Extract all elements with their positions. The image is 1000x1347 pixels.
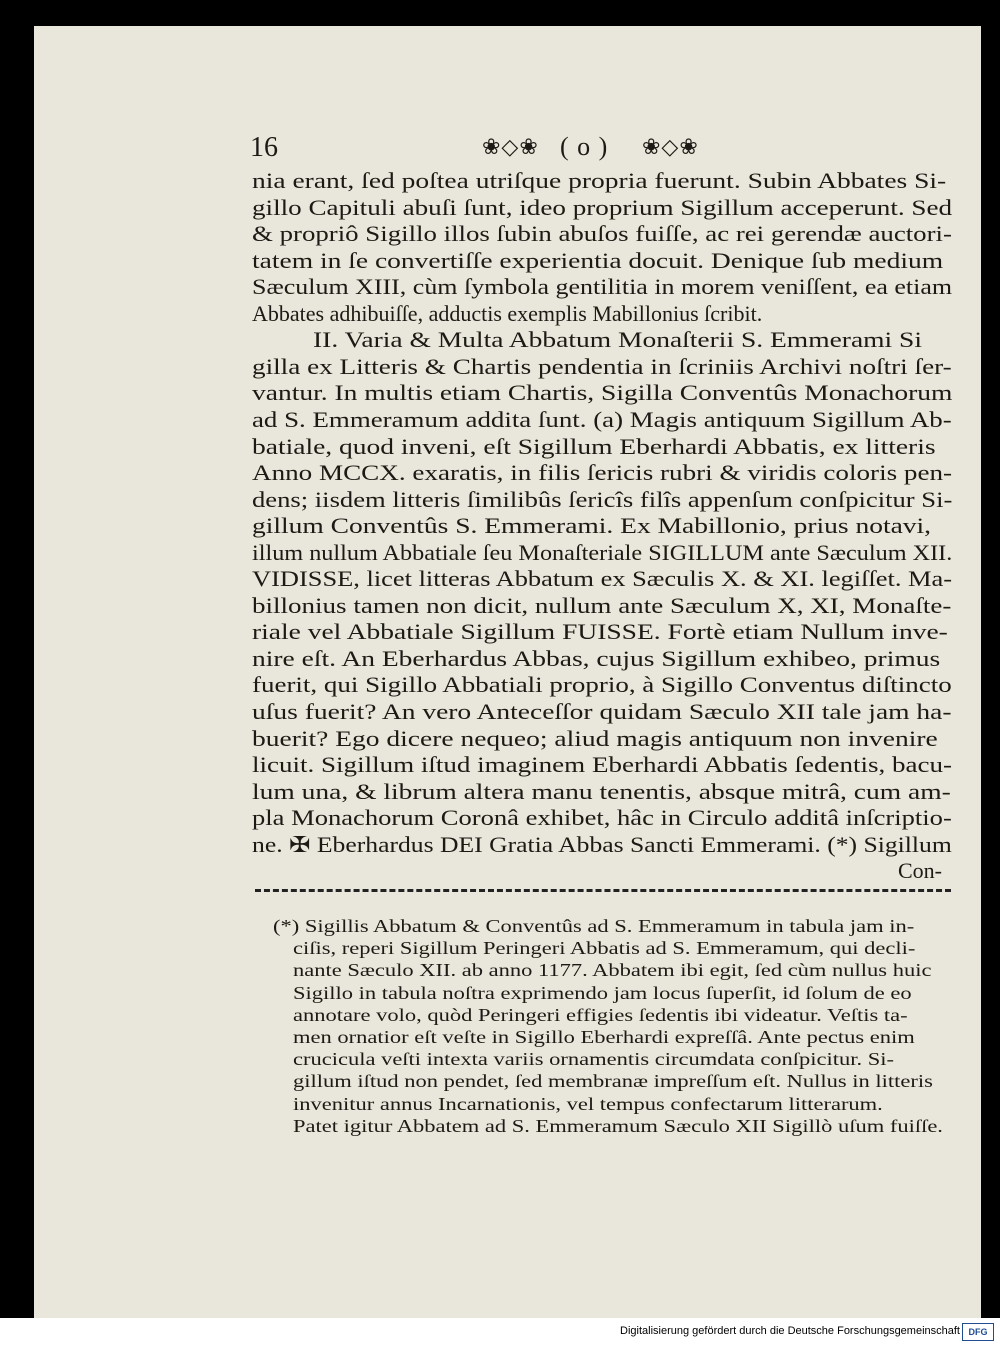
- footnote-rule: [255, 889, 951, 892]
- body-line: uſus fuerit? An vero Anteceſſor quidam Sæculo XII tale jam ha-: [252, 699, 952, 724]
- digitization-credit: Digitalisierung gefördert durch die Deutsche Forschungsgemeinschaft: [620, 1325, 960, 1337]
- body-line: Anno MCCX. exaratis, in filis ſericis rubri & viridis coloris pen-: [252, 460, 953, 486]
- body-line: & propriô Sigillo illos ſubin abuſos fuiſſe, ac rei gerendæ auctori-: [252, 221, 952, 247]
- body-line: billonius tamen non dicit, nullum ante Sæculum X, XI, Monaſte-: [252, 592, 952, 618]
- footnote-line: (*) Sigillis Abbatum & Conventûs ad S. Emmeramum in tabula jam in-: [273, 916, 915, 936]
- body-line: dens; iisdem litteris ſimilibûs ſericîs filîs appenſum conſpicitur Si-: [252, 486, 953, 512]
- body-line: ad S. Emmeramum addita ſunt. (a) Magis antiquum Sigillum Ab-: [252, 406, 952, 432]
- header-center-mark: ( o ): [560, 132, 609, 161]
- ornament-right: ❀◇❀: [642, 134, 699, 159]
- digitization-footer: [0, 1318, 1000, 1347]
- running-header: [250, 132, 955, 168]
- footnote-line: Sigillo in tabula noſtra exprimendo jam locus ſuperſit, id ſolum de eo: [293, 982, 912, 1003]
- body-line: illum nullum Abbatiale ſeu Monaſteriale SIGILLUM ante Sæculum XII.: [252, 539, 953, 565]
- dfg-logo: DFG: [962, 1323, 994, 1341]
- footnote-line: crucicula veſti intexta variis ornamentis circumdata conſpicitur. Si-: [293, 1049, 895, 1070]
- footnote-line: Patet igitur Abbatem ad S. Emmeramum Sæculo XII Sigillò uſum fuiſſe.: [293, 1115, 943, 1136]
- body-line: tatem in ſe convertiſſe experientia docuit. Denique ſub medium: [252, 247, 944, 273]
- body-line: gilla ex Litteris & Chartis pendentia in ſcriniis Archivi noſtri ſer-: [252, 353, 952, 379]
- page-number: 16: [250, 132, 278, 163]
- body-line: gillo Capituli abuſi ſunt, ideo proprium Sigillum acceperunt. Sed: [252, 194, 953, 220]
- body-line: ne. ✠ Eberhardus DEI Gratia Abbas Sancti Emmerami. (*) Sigillum: [252, 831, 952, 857]
- body-line: nia erant, ſed poſtea utriſque propria fuerunt. Subin Abbates Si-: [252, 168, 947, 193]
- body-line: pla Monachorum Coronâ exhibet, hâc in Circulo additâ inſcriptio-: [252, 805, 952, 831]
- body-line: lum una, & librum altera manu tenentis, absque mitrâ, cum am-: [252, 778, 951, 804]
- body-line: fuerit, qui Sigillo Abbatiali proprio, à Sigillo Conventus diſtincto: [252, 672, 952, 698]
- body-line: Sæculum XIII, cùm ſymbola gentilitia in morem veniſſent, ea etiam: [252, 274, 953, 300]
- body-line: II. Varia & Multa Abbatum Monaſterii S. Emmerami Si: [313, 327, 923, 353]
- ornament-left: ❀◇❀: [482, 134, 539, 159]
- body-line: vantur. In multis etiam Chartis, Sigilla Conventûs Monachorum: [252, 380, 953, 406]
- body-line: Abbates adhibuiſſe, adductis exemplis Mabillonius ſcribit.: [252, 300, 763, 326]
- footnote-line: ciſis, reperi Sigillum Peringeri Abbatis ad S. Emmeramum, qui decli-: [293, 938, 916, 959]
- footnote-line: gillum iſtud non pendet, ſed membranæ impreſſum eſt. Nullus in litteris: [293, 1071, 933, 1092]
- footnote-line: nante Sæculo XII. ab anno 1177. Abbatem ibi egit, ſed cùm nullus huic: [293, 960, 932, 981]
- footnote-line: annotare volo, quòd Peringeri effigies ſedentis ibi videatur. Veſtis ta-: [293, 1004, 908, 1025]
- body-line: nire eſt. An Eberhardus Abbas, cujus Sigillum exhibeo, primus: [252, 645, 941, 671]
- body-line: buerit? Ego dicere nequeo; aliud magis antiquum non invenire: [252, 725, 938, 751]
- footnote-line: men ornatior eſt veſte in Sigillo Eberhardi expreſſâ. Ante pectus enim: [293, 1027, 915, 1047]
- body-line: VIDISSE, licet litteras Abbatum ex Sæculis X. & XI. legiſſet. Ma-: [252, 566, 953, 592]
- footnote-line: invenitur annus Incarnationis, vel tempus confectarum litterarum.: [293, 1093, 883, 1114]
- body-line: riale vel Abbatiale Sigillum FUISSE. Fortè etiam Nullum inve-: [252, 619, 948, 645]
- body-line: licuit. Sigillum iſtud imaginem Eberhardi Abbatis ſedentis, bacu-: [252, 752, 953, 778]
- body-line: gillum Conventûs S. Emmerami. Ex Mabillonio, prius notavi,: [252, 513, 932, 539]
- body-line: Con-: [898, 858, 942, 884]
- body-line: batiale, quod inveni, eſt Sigillum Eberhardi Abbatis, ex litteris: [252, 433, 936, 459]
